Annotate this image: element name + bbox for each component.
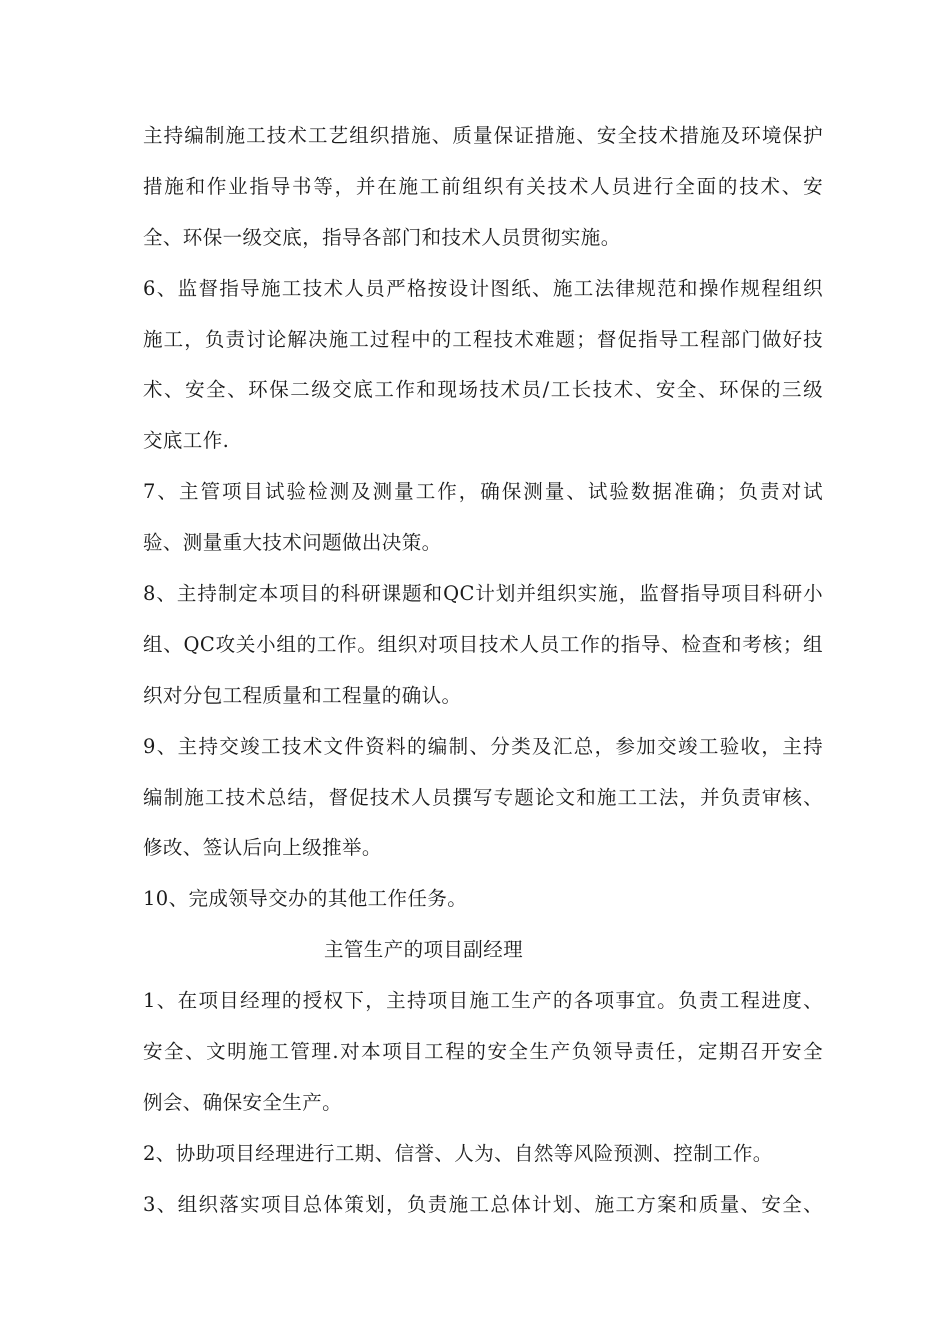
text-line: 修改、签认后向上级推举。	[143, 836, 382, 860]
text-line: 主持编制施工技术工艺组织措施、质量保证措施、安全技术措施及环境保护	[143, 124, 823, 147]
text-line: 例会、确保安全生产。	[143, 1090, 343, 1114]
text-line: 施工，负责讨论解决施工过程中的工程技术难题；督促指导工程部门做好技	[143, 327, 823, 351]
text-line: 术、安全、环保二级交底工作和现场技术员/工长技术、安全、环保的三级	[143, 378, 823, 402]
text-line: 编制施工技术总结，督促技术人员撰写专题论文和施工工法，并负责审核、	[143, 785, 823, 809]
text-line: 措施和作业指导书等，并在施工前组织有关技术人员进行全面的技术、安	[143, 174, 823, 198]
text-line: 安全、文明施工管理.对本项目工程的安全生产负领导责任，定期召开安全	[143, 1040, 823, 1064]
text-line: 2、协助项目经理进行工期、信誉、人为、自然等风险预测、控制工作。	[143, 1141, 773, 1165]
text-line: 10、完成领导交办的其他工作任务。	[143, 887, 468, 911]
text-line: 3、组织落实项目总体策划，负责施工总体计划、施工方案和质量、安全、	[143, 1192, 823, 1216]
text-line: 9、主持交竣工技术文件资料的编制、分类及汇总，参加交竣工验收，主持	[143, 734, 823, 758]
text-line: 全、环保一级交底，指导各部门和技术人员贯彻实施。	[143, 225, 621, 249]
text-line: 1、在项目经理的授权下，主持项目施工生产的各项事宜。负责工程进度、	[143, 989, 823, 1013]
text-line: 7、主管项目试验检测及测量工作，确保测量、试验数据准确；负责对试	[143, 480, 823, 504]
document-body	[143, 116, 823, 1236]
text-line: 6、监督指导施工技术人员严格按设计图纸、施工法律规范和操作规程组织	[143, 276, 823, 300]
text-line: 组、QC攻关小组的工作。组织对项目技术人员工作的指导、检查和考核；组	[143, 632, 823, 656]
section-heading: 主管生产的项目副经理	[324, 938, 524, 962]
text-line: 验、测量重大技术问题做出决策。	[143, 531, 442, 555]
text-line: 织对分包工程质量和工程量的确认。	[143, 683, 462, 707]
text-line: 8、主持制定本项目的科研课题和QC计划并组织实施，监督指导项目科研小	[143, 582, 823, 606]
text-line: 交底工作.	[143, 429, 230, 453]
